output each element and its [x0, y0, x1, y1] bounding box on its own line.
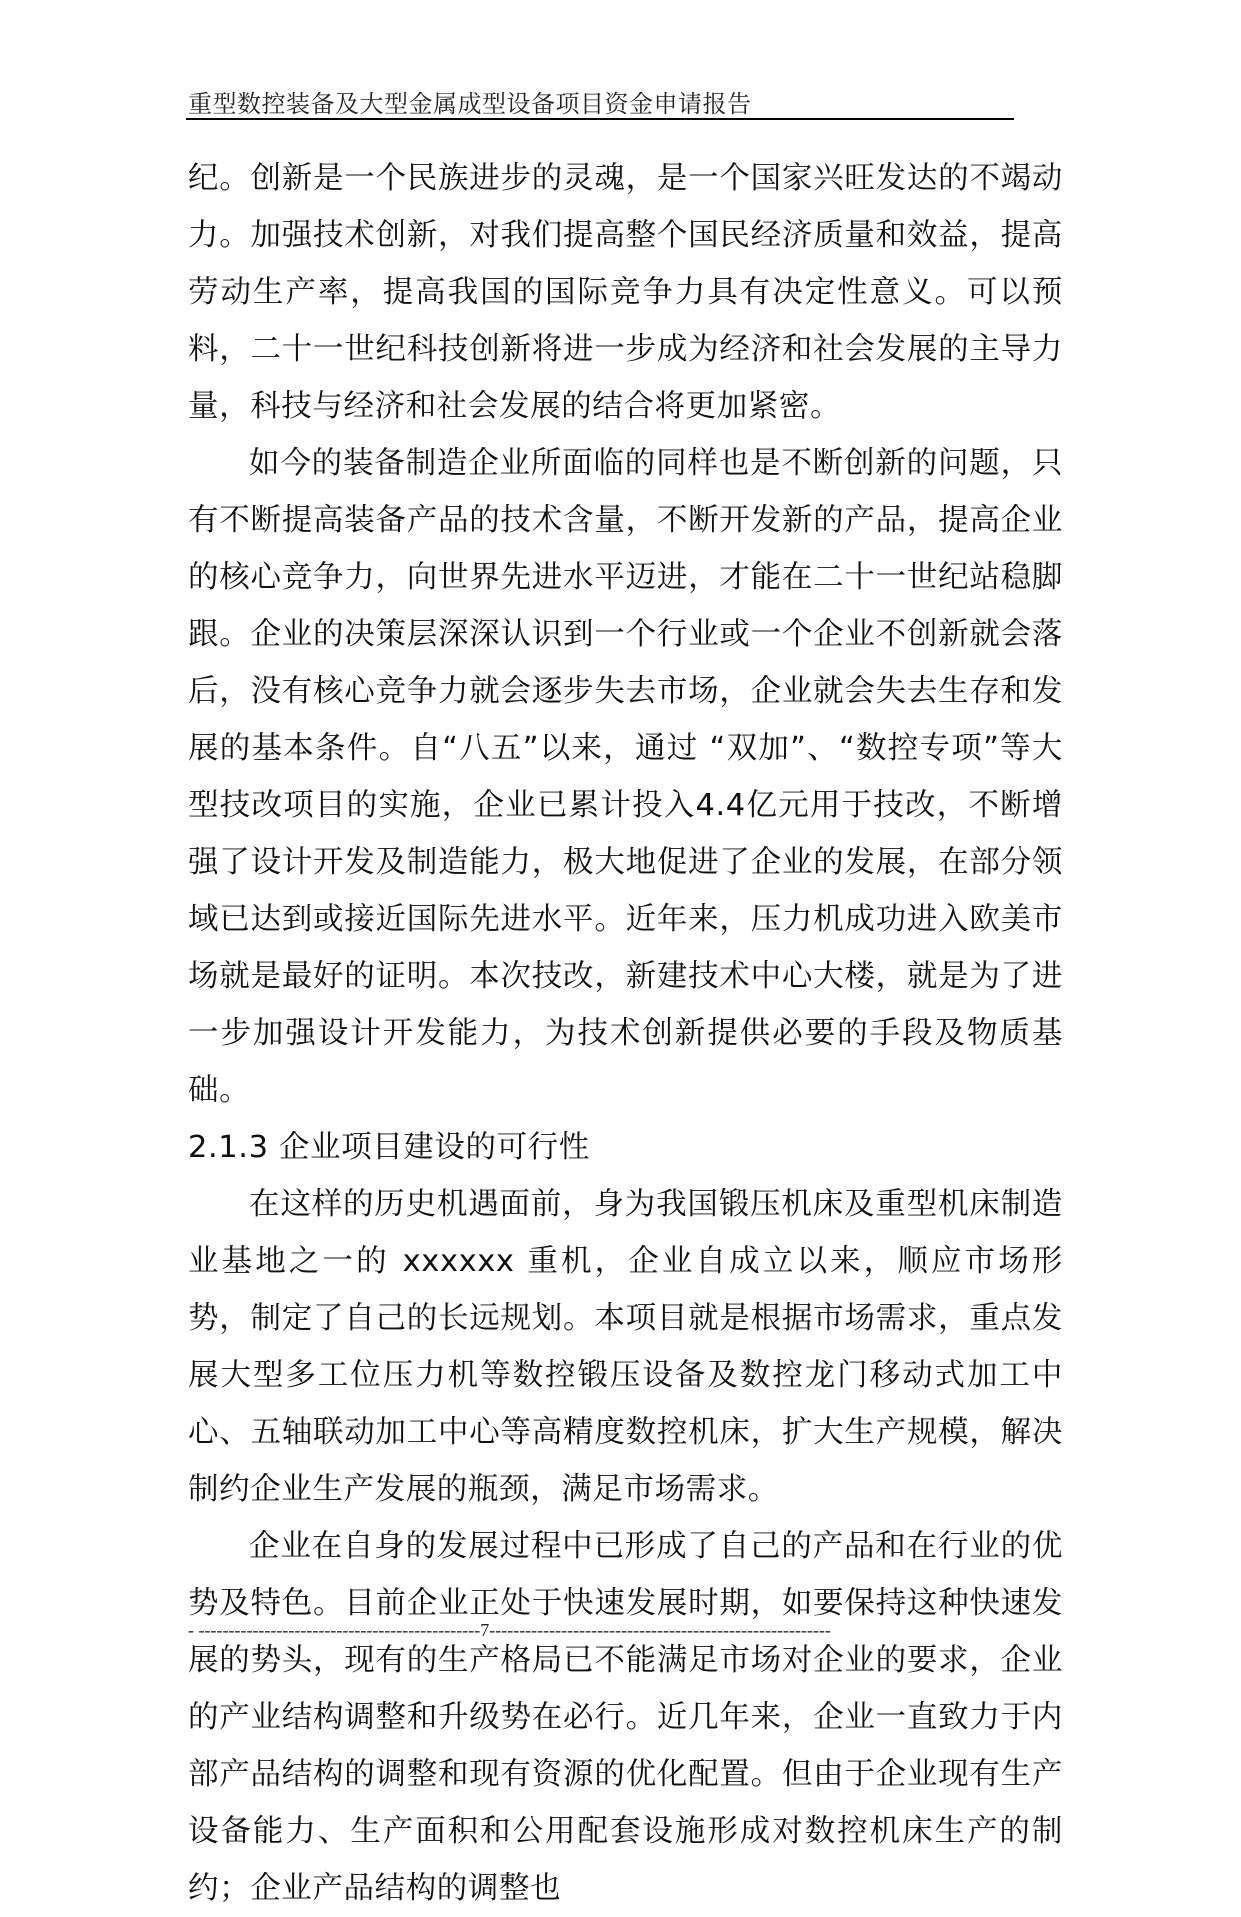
running-header: 重型数控装备及大型金属成型设备项目资金申请报告: [188, 90, 752, 118]
paragraph-innovation: 如今的装备制造企业所面临的同样也是不断创新的问题，只有不断提高装备产品的技术含量，不断开发新的产品，提高企业的核心竞争力，向世界先进水平迈进，才能在二十一世纪站稳脚跟。企业的决策层深深认识到一个行业或一个企业不创新就会落后，没有核心竞争力就会逐步失去市场，企业就会失去生存和发展的基本条件。自“八五”以来，通过 “双加”、“数控专项”等大型技改项目的实施，企业已累计投入4.4亿元用于技改，不断增强了设计开发及制造能力，极大地促进了企业的发展，在部分领域已达到或接近国际先进水平。近年来，压力机成功进入欧美市场就是最好的证明。本次技改，新建技术中心大楼，就是为了进一步加强设计开发能力，为技术创新提供必要的手段及物质基础。: [188, 446, 1063, 1108]
paragraph-development: 企业在自身的发展过程中已形成了自己的产品和在行业的优势及特色。目前企业正处于快速发展时期，如要保持这种快速发展的势头，现有的生产格局已不能满足市场对企业的要求，企业的产业结构调整和升级势在必行。近几年来，企业一直致力于内部产品结构的调整和现有资源的优化配置。但由于企业现有生产设备能力、生产面积和公用配套设施形成对数控机床生产的制约；企业产品结构的调整也: [188, 1529, 1063, 1906]
header-rule: [186, 118, 1014, 120]
body-text: [188, 150, 1063, 1917]
paragraph-opportunity: 在这样的历史机遇面前，身为我国锻压机床及重型机床制造业基地之一的 xxxxxx 重机，企业自成立以来，顺应市场形势，制定了自己的长远规划。本项目就是根据市场需求，重点发展大型多工位压力机等数控锻压设备及数控龙门移动式加工中心、五轴联动加工中心等高精度数控机床，扩大生产规模，解决制约企业生产发展的瓶颈，满足市场需求。: [188, 1187, 1063, 1507]
section-heading: 2.1.3 企业项目建设的可行性: [188, 1130, 590, 1165]
paragraph-continuation: 纪。创新是一个民族进步的灵魂，是一个国家兴旺发达的不竭动力。加强技术创新，对我们提高整个国民经济质量和效益，提高劳动生产率，提高我国的国际竞争力具有决定性意义。可以预料，二十一世纪科技创新将进一步成为经济和社会发展的主导力量，科技与经济和社会发展的结合将更加紧密。: [188, 161, 1063, 424]
page-number-footer: - -----------------------------------------------7---------------------------------------------------------: [188, 1620, 831, 1640]
